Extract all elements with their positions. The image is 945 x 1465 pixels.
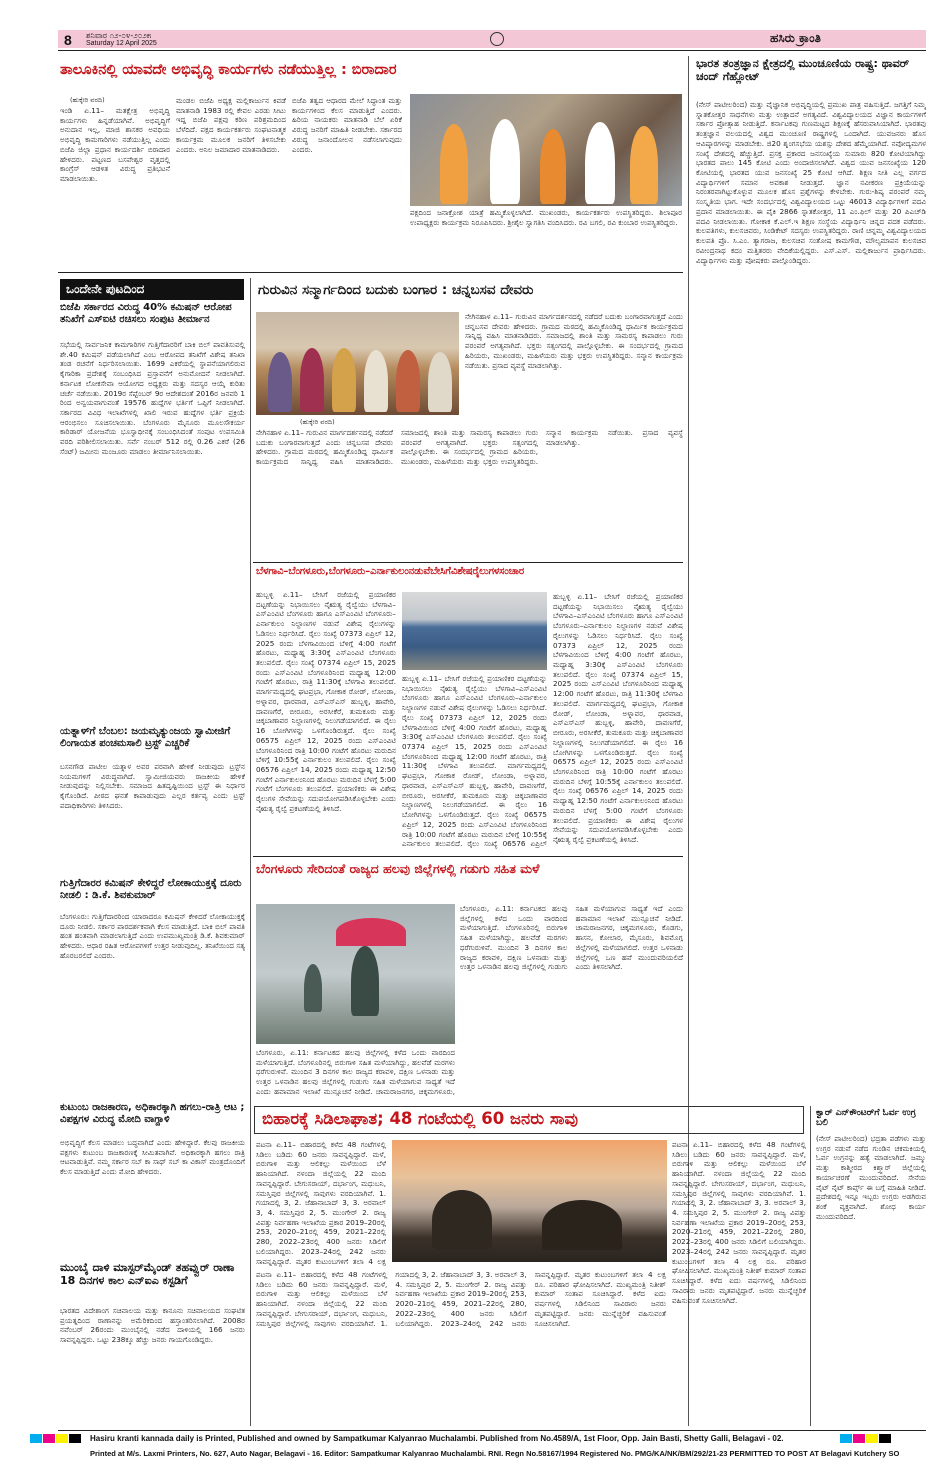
article-body: ಬೆಂಗಳೂರು: ಗುತ್ತಿಗೆದಾರರಿಂದ ಯಾರಾದರೂ ಕಮಿಷನ್ ಕೇಳಿದರೆ ಲೋಕಾಯುಕ್ತಕ್ಕೆ ದೂರು ನೀಡಲಿ. ಸರ್ಕಾರ ಪಾರದರ್ಶಕವಾಗಿ ಕೆಲಸ ಮಾಡುತ್ತಿದೆ. ಬಾಕಿ ಬಿಲ್ ಪಾವತಿ ಹಂತ ಹಂತವಾಗಿ ಮಾಡಲಾಗುತ್ತಿದೆ ಎಂದು ಉಪಮುಖ್ಯಮಂತ್ರಿ ಡಿ.ಕೆ. ಶಿವಕುಮಾರ್ ಹೇಳಿದರು. ಆಧಾರ ರಹಿತ ಆರೋಪಗಳಿಗೆ ಉತ್ತರ ನೀಡುವುದಿಲ್ಲ. ತನಿಖೆಯಿಂದ ಸತ್ಯ ಹೊರಬರಲಿದೆ ಎಂದರು. — [60, 912, 245, 960]
headline-rain-districts: ಬೆಂಗಳೂರು ಸೇರಿದಂತೆ ರಾಜ್ಯದ ಹಲವು ಜಿಲ್ಲೆಗಳಲ್ಲಿ ಗಡುಗು ಸಹಿತ ಮಳೆ — [256, 861, 540, 876]
article-body: ಬಿಜೆಪಿ ತತ್ವದ ಆಧಾರದ ಮೇಲೆ ಸಿದ್ಧಾಂತ ಮತ್ತು ಕಾರ್ಯಗಳಿಂದ ಕೆಲಸ ಮಾಡುತ್ತಿದೆ ಎಂದರು. ಹಿರಿಯ ನಾಯಕರು ಮಾತನಾಡಿ ಬೆಲೆ ಏರಿಕೆ ವಿರುದ್ಧ ಜನರಿಗೆ ಮಾಹಿತಿ ನೀಡಬೇಕು. ಸರ್ಕಾರದ ವಿರುದ್ಧ ಜನಾಂದೋಲನ ನಡೆಸಲಾಗುವುದು ಎಂದರು. — [292, 96, 402, 154]
article-body: ಪಟನಾ ಏ.11– ಬಿಹಾರದಲ್ಲಿ ಕಳೆದ 48 ಗಂಟೆಗಳಲ್ಲಿ ಸಿಡಿಲು ಬಡಿದು 60 ಜನರು ಸಾವನ್ನಪ್ಪಿದ್ದಾರೆ. ಮಳೆ, ಬಿರುಗಾಳಿ ಮತ್ತು ಆಲಿಕಲ್ಲು ಮಳೆಯಿಂದ ಬೆಳೆ ಹಾನಿಯಾಗಿದೆ. ನಳಂದಾ ಜಿಲ್ಲೆಯಲ್ಲಿ 22 ಮಂದಿ ಸಾವನ್ನಪ್ಪಿದ್ದಾರೆ. ಬೇಗುಸರಾಯ್, ದರ್ಭಾಂಗ, ಮಧುಬನಿ, ಸಮಸ್ತಿಪುರ ಜಿಲ್ಲೆಗಳಲ್ಲಿ ಸಾವುಗಳು ವರದಿಯಾಗಿವೆ. 1. ಗಯಾದಲ್ಲಿ 3, 2. ಜೆಹಾನಾಬಾದ್ 3, 3. ಅರವಾಲ್ 3, 4. ಸಮಸ್ತಿಪುರ 2, 5. ಮುಂಗೇರ್ 2. ರಾಜ್ಯ ವಿಪತ್ತು ನಿರ್ವಹಣಾ ಇಲಾಖೆಯ ಪ್ರಕಾರ 2019–20ರಲ್ಲಿ 253, 2020–21ರಲ್ಲಿ 459, 2021–22ರಲ್ಲಿ 280, 2022–23ರಲ್ಲಿ 400 ಜನರು ಸಿಡಿಲಿಗೆ ಬಲಿಯಾಗಿದ್ದರು. 2023–24ರಲ್ಲಿ 242 ಜನರು ಸಾವನ್ನಪ್ಪಿದ್ದಾರೆ. ಮೃತರ ಕುಟುಂಬಗಳಿಗೆ ತಲಾ 4 ಲಕ್ಷ ರೂ. ಪರಿಹಾರ ಘೋಷಿಸಲಾಗಿದೆ. ಮುಖ್ಯಮಂತ್ರಿ ನಿತೀಶ್ ಕುಮಾರ್ ಸಂತಾಪ ಸೂಚಿಸಿದ್ದಾರೆ. ಕಳೆದ ಐದು ವರ್ಷಗಳಲ್ಲಿ ಸಿಡಿಲಿನಿಂದ ಸಾವಿರಾರು ಜನರು ಮೃತಪಟ್ಟಿದ್ದಾರೆ. ಜನರು ಮುನ್ನೆಚ್ಚರಿಕೆ ವಹಿಸುವಂತೆ ಸೂಚಿಸಲಾಗಿದೆ. — [672, 1140, 806, 1305]
article-body: ಪಟನಾ ಏ.11– ಬಿಹಾರದಲ್ಲಿ ಕಳೆದ 48 ಗಂಟೆಗಳಲ್ಲಿ ಸಿಡಿಲು ಬಡಿದು 60 ಜನರು ಸಾವನ್ನಪ್ಪಿದ್ದಾರೆ. ಮಳೆ, ಬಿರುಗಾಳಿ ಮತ್ತು ಆಲಿಕಲ್ಲು ಮಳೆಯಿಂದ ಬೆಳೆ ಹಾನಿಯಾಗಿದೆ. ನಳಂದಾ ಜಿಲ್ಲೆಯಲ್ಲಿ 22 ಮಂದಿ ಸಾವನ್ನಪ್ಪಿದ್ದಾರೆ. ಬೇಗುಸರಾಯ್, ದರ್ಭಾಂಗ, ಮಧುಬನಿ, ಸಮಸ್ತಿಪುರ ಜಿಲ್ಲೆಗಳಲ್ಲಿ ಸಾವುಗಳು ವರದಿಯಾಗಿವೆ. 1. ಗಯಾದಲ್ಲಿ 3, 2. ಜೆಹಾನಾಬಾದ್ 3, 3. ಅರವಾಲ್ 3, 4. ಸಮಸ್ತಿಪುರ 2, 5. ಮುಂಗೇರ್ 2. ರಾಜ್ಯ ವಿಪತ್ತು ನಿರ್ವಹಣಾ ಇಲಾಖೆಯ ಪ್ರಕಾರ 2019–20ರಲ್ಲಿ 253, 2020–21ರಲ್ಲಿ 459, 2021–22ರಲ್ಲಿ 280, 2022–23ರಲ್ಲಿ 400 ಜನರು ಸಿಡಿಲಿಗೆ ಬಲಿಯಾಗಿದ್ದರು. 2023–24ರಲ್ಲಿ 242 ಜನರು ಸಾವನ್ನಪ್ಪಿದ್ದಾರೆ. ಮೃತರ ಕುಟುಂಬಗಳಿಗೆ ತಲಾ 4 ಲಕ್ಷ ರೂ. ಪರಿಹಾರ ಘೋಷಿಸಲಾಗಿದೆ. ಮುಖ್ಯಮಂತ್ರಿ ನಿತೀಶ್ ಕುಮಾರ್ ಸಂತಾಪ ಸೂಚಿಸಿದ್ದಾರೆ. ಕಳೆದ ಐದು ವರ್ಷಗಳಲ್ಲಿ ಸಿಡಿಲಿನಿಂದ ಸಾವಿರಾರು ಜನರು ಮೃತಪಟ್ಟಿದ್ದಾರೆ. ಜನರು ಮುನ್ನೆಚ್ಚರಿಕೆ ವಹಿಸುವಂತೆ ಸೂಚಿಸಲಾಗಿದೆ. — [256, 1270, 666, 1328]
section-rule — [58, 272, 683, 273]
article-body: ಮಂಡಲ ಬಿಜೆಪಿ ಅಧ್ಯಕ್ಷ ಮಲ್ಲಿಕಾರ್ಜುನ ಕಿವಡೆ ಮಾತನಾಡಿ 1983 ರಲ್ಲಿ ಕೇವಲ ಎರಡು ಸೀಟು ಇದ್ದ ಬಿಜೆಪಿ ಪಕ್ಷವು ಕಠಿಣ ಪರಿಶ್ರಮದಿಂದ ಬೆಳೆದಿದೆ. ಪಕ್ಷದ ಕಾರ್ಯಕರ್ತರು ಸಂಘಟನಾತ್ಮಕ ಕಾರ್ಯಕ್ರಮ ಮೂಲಕ ಜನರಿಗೆ ತಿಳಿಸಬೇಕು ಎಂದರು. ಅನಿಲ ಜಮಾದಾರ ಮಾತನಾಡಿದರು. — [176, 96, 286, 154]
photo-ceremony — [256, 312, 459, 415]
article-body: ಹುಬ್ಬಳ್ಳಿ ಏ.11– ಬೇಸಿಗೆ ರಜೆಯಲ್ಲಿ ಪ್ರಯಾಣಿಕರ ದಟ್ಟಣೆಯನ್ನು ನಿಭಾಯಿಸಲು ನೈಋತ್ಯ ರೈಲ್ವೆಯು ಬೆಳಗಾವಿ–ಎಸ್ಎಂವಿಟಿ ಬೆಂಗಳೂರು ಹಾಗೂ ಎಸ್ಎಂವಿಟಿ ಬೆಂಗಳೂರು–ಎರ್ನಾಕುಲಂ ನಿಲ್ದಾಣಗಳ ನಡುವೆ ವಿಶೇಷ ರೈಲುಗಳನ್ನು ಓಡಿಸಲು ನಿರ್ಧರಿಸಿದೆ. ರೈಲು ಸಂಖ್ಯೆ 07373 ಏಪ್ರಿಲ್ 12, 2025 ರಂದು ಬೆಳಗಾವಿಯಿಂದ ಬೆಳಿಗ್ಗೆ 4:00 ಗಂಟೆಗೆ ಹೊರಟು, ಮಧ್ಯಾಹ್ನ 3:30ಕ್ಕೆ ಎಸ್ಎಂವಿಟಿ ಬೆಂಗಳೂರು ತಲುಪಲಿದೆ. ರೈಲು ಸಂಖ್ಯೆ 07374 ಏಪ್ರಿಲ್ 15, 2025 ರಂದು ಎಸ್ಎಂವಿಟಿ ಬೆಂಗಳೂರಿನಿಂದ ಮಧ್ಯಾಹ್ನ 12:00 ಗಂಟೆಗೆ ಹೊರಟು, ರಾತ್ರಿ 11:30ಕ್ಕೆ ಬೆಳಗಾವಿ ತಲುಪಲಿದೆ. ಮಾರ್ಗಮಧ್ಯದಲ್ಲಿ ಘಟಪ್ರಭಾ, ಗೋಕಾಕ ರೋಡ್, ಲೋಂಡಾ, ಅಳ್ನಾವರ, ಧಾರವಾಡ, ಎಸ್ಎಸ್ಎಸ್ ಹುಬ್ಬಳ್ಳಿ, ಹಾವೇರಿ, ದಾವಣಗೆರೆ, ಬೀರೂರು, ಅರಸೀಕೆರೆ, ತುಮಕೂರು ಮತ್ತು ಚಿಕ್ಕಬಾಣಾವರ ನಿಲ್ದಾಣಗಳಲ್ಲಿ ನಿಲುಗಡೆಯಾಗಲಿದೆ. ಈ ರೈಲು 16 ಬೋಗಿಗಳನ್ನು ಒಳಗೊಂಡಿರುತ್ತದೆ. ರೈಲು ಸಂಖ್ಯೆ 06575 ಏಪ್ರಿಲ್ 12, 2025 ರಂದು ಎಸ್ಎಂವಿಟಿ ಬೆಂಗಳೂರಿನಿಂದ ರಾತ್ರಿ 10:00 ಗಂಟೆಗೆ ಹೊರಟು ಮರುದಿನ ಬೆಳಿಗ್ಗೆ 10:55ಕ್ಕೆ ಎರ್ನಾಕುಲಂ ತಲುಪಲಿದೆ. ರೈಲು ಸಂಖ್ಯೆ 06576 ಏಪ್ರಿಲ್ 14, 2025 ರಂದು ಮಧ್ಯಾಹ್ನ 12:50 ಗಂಟೆಗೆ ಎರ್ನಾಕುಲಂನಿಂದ ಹೊರಟು ಮರುದಿನ ಬೆಳಗ್ಗೆ 5:00 ಗಂಟೆಗೆ ಬೆಂಗಳೂರು ತಲುಪಲಿದೆ. ಪ್ರಯಾಣಿಕರು ಈ ವಿಶೇಷ ರೈಲುಗಳ ಸೇವೆಯನ್ನು ಸದುಪಯೋಗಪಡಿಸಿಕೊಳ್ಳಬೇಕು ಎಂದು ನೈಋತ್ಯ ರೈಲ್ವೆ ಪ್ರಕಟಣೆಯಲ್ಲಿ ತಿಳಿಸಿದೆ. — [256, 590, 396, 813]
article-body: ಭಾರತದ ವಿದೇಶಾಂಗ ಸಚಿವಾಲಯ ಮತ್ತು ಕಾನೂನು ಸಚಿವಾಲಯದ ಸಂಘಟಿತ ಪ್ರಯತ್ನದಿಂದ ರಾಣಾನನ್ನು ಅಮೆರಿಕದಿಂದ ಹಸ್ತಾಂತರಿಸಲಾಗಿದೆ. 2008ರ ನವೆಂಬರ್ 26ರಂದು ಮುಂಬೈನಲ್ಲಿ ನಡೆದ ದಾಳಿಯಲ್ಲಿ 166 ಜನರು ಸಾವನ್ನಪ್ಪಿದ್ದರು. ಒಟ್ಟು 238ಕ್ಕೂ ಹೆಚ್ಚು ಜನರು ಗಾಯಗೊಂಡಿದ್ದರು. — [60, 1306, 245, 1345]
masthead: ಹಸಿರು ಕ್ರಾಂತಿ — [770, 31, 821, 45]
article-body: (ನೇಸ್ ಪಾಟೀಲರಿಂದ) ಭದ್ರತಾ ಪಡೆಗಳು ಮತ್ತು ಉಗ್ರರ ನಡುವೆ ನಡೆದ ಗುಂಡಿನ ಚಕಮಕಿಯಲ್ಲಿ ಓರ್ವ ಉಗ್ರನನ್ನು ಹತ್ಯೆ ಮಾಡಲಾಗಿದೆ. ಜಮ್ಮು ಮತ್ತು ಕಾಶ್ಮೀರದ ಕಿಶ್ತ್ವಾರ್ ಜಿಲ್ಲೆಯಲ್ಲಿ ಕಾರ್ಯಾಚರಣೆ ಮುಂದುವರಿದಿದೆ. ಸೇನೆಯ ವೈಟ್ ನೈಟ್ ಕಾರ್ಪ್ಸ್ ಈ ಬಗ್ಗೆ ಮಾಹಿತಿ ನೀಡಿದೆ. ಪ್ರದೇಶದಲ್ಲಿ ಇನ್ನೂ ಇಬ್ಬರು ಉಗ್ರರು ಅಡಗಿರುವ ಶಂಕೆ ವ್ಯಕ್ತವಾಗಿದೆ. ಶೋಧ ಕಾರ್ಯ ಮುಂದುವರಿದಿದೆ. — [816, 1134, 926, 1221]
photo-rain — [256, 904, 455, 1044]
photo-train — [402, 592, 547, 670]
article-body: ಬಸನಗೌಡ ಪಾಟೀಲ ಯತ್ನಾಳ ಅವರ ಪರವಾಗಿ ಹೇಳಿಕೆ ನೀಡುವುದು ಟ್ರಸ್ಟ್‌ನ ನಿಯಮಗಳಿಗೆ ವಿರುದ್ಧವಾಗಿದೆ. ಸ್ವಾಮೀಜಿಯವರು ರಾಜಕೀಯ ಹೇಳಿಕೆ ನೀಡುವುದನ್ನು ನಿಲ್ಲಿಸಬೇಕು. ಸಮಾಜದ ಹಿತದೃಷ್ಟಿಯಿಂದ ಟ್ರಸ್ಟ್ ಈ ನಿರ್ಧಾರ ಕೈಗೊಂಡಿದೆ. ಪೀಠದ ಘನತೆ ಕಾಪಾಡುವುದು ಎಲ್ಲರ ಕರ್ತವ್ಯ ಎಂದು ಟ್ರಸ್ಟ್ ಪದಾಧಿಕಾರಿಗಳು ತಿಳಿಸಿದರು. — [60, 762, 245, 810]
article-body: ಅಭಿವೃದ್ಧಿಗೆ ಕೆಲಸ ಮಾಡಲು ಬದ್ಧವಾಗಿದೆ ಎಂದು ಹೇಳಿದ್ದಾರೆ. ಕೆಲವು ರಾಜಕೀಯ ಪಕ್ಷಗಳು ಕುಟುಂಬ ರಾಜಕಾರಣಕ್ಕೆ ಸೀಮಿತವಾಗಿವೆ. ಅಧಿಕಾರಕ್ಕಾಗಿ ಹಗಲು ರಾತ್ರಿ ಆಟವಾಡುತ್ತಿವೆ. ನಮ್ಮ ಸರ್ಕಾರ ಸಬ್ ಕಾ ಸಾಥ್ ಸಬ್ ಕಾ ವಿಕಾಸ್ ಮಂತ್ರದೊಂದಿಗೆ ಕೆಲಸ ಮಾಡುತ್ತಿದೆ ಎಂದು ಮೋದಿ ಹೇಳಿದರು. — [60, 1138, 245, 1177]
footer-printer: Printed at M/s. Laxmi Printers, No. 627, Auto Nagar, Belagavi - 16. Editor: Sampatkumar Kalyanrao Muchalambi. RNI. Regn No.58167/1994 Registered No. PMG/KA/NK/BM/292/21-23 PERMITTED TO POST AT Belagavi Kutchery SO — [90, 1449, 900, 1458]
article-body: ಪಕ್ಷದಿಂದ ಜನಾಕ್ರೋಶ ಯಾತ್ರೆ ಹಮ್ಮಿಕೊಳ್ಳಲಾಗಿದೆ. ಮುಖಂಡರು, ಕಾರ್ಯಕರ್ತರು ಉಪಸ್ಥಿತರಿದ್ದರು. ಶಿಲಾಪೂರ ಉಪಾಧ್ಯಕ್ಷರು ಕಾರ್ಯಕ್ರಮ ನಿರೂಪಿಸಿದರು. ಶ್ರೀಶೈಲ ಸ್ವಾಗತಿಸಿ ವಂದಿಸಿದರು. ರವಿ ಬಗಲಿ, ರವಿ ಕುಂಬಾರ ಉಪಸ್ಥಿತರಿದ್ದರು. — [410, 208, 682, 227]
headline-panchamasali-trust: ಯತ್ನಾಳ್‌ಗೆ ಬೆಂಬಲ: ಜಯಮೃತ್ಯುಂಜಯ ಸ್ವಾಮೀಜಿಗೆ ಲಿಂಗಾಯತ ಪಂಚಮಸಾಲಿ ಟ್ರಸ್ಟ್ ಎಚ್ಚರಿಕೆ — [60, 726, 231, 749]
header-rule — [58, 50, 926, 51]
dateline: (ಹುಕ್ಕೇರಿ ವರದಿ) — [70, 96, 105, 104]
section-rule — [253, 562, 683, 563]
headline-india-tech-leader: ಭಾರತ ತಂತ್ರಜ್ಞಾನ ಕ್ಷೇತ್ರದಲ್ಲಿ ಮುಂಚೂಣಿಯ ರಾಷ್ಟ್ರ: ಥಾವರ್ ಚಂದ್ ಗೆಹ್ಲೋಟ್ — [696, 57, 910, 83]
color-swatches-icon — [840, 1428, 892, 1447]
headline-taluk-development: ತಾಲೂಕಿನಲ್ಲಿ ಯಾವದೇ ಅಭಿವೃದ್ಧಿ ಕಾರ್ಯಗಳು ನಡೆಯುತ್ತಿಲ್ಲ : ಬಿರಾದಾರ — [60, 62, 397, 78]
footer-rule — [58, 1430, 926, 1431]
photo-protest-rally — [410, 94, 682, 206]
headline-bihar-lightning: ಬಿಹಾರಕ್ಕೆ ಸಿಡಿಲಾಘಾತ; 48 ಗಂಟೆಯಲ್ಲಿ 60 ಜನರು ಸಾವು — [262, 1109, 578, 1128]
article-body: ಬೆಂಗಳೂರು, ಏ.11: ಕರ್ನಾಟಕದ ಹಲವು ಜಿಲ್ಲೆಗಳಲ್ಲಿ ಕಳೆದ ಒಂದು ವಾರದಿಂದ ಮಳೆಯಾಗುತ್ತಿದೆ. ಬೆಂಗಳೂರಿನಲ್ಲಿ ಬಿರುಗಾಳಿ ಸಹಿತ ಮಳೆಯಾಗಿದ್ದು, ಹಲವೆಡೆ ಮರಗಳು ಧರೆಗುರುಳಿವೆ. ಮುಂದಿನ 3 ದಿನಗಳ ಕಾಲ ರಾಜ್ಯದ ಕರಾವಳಿ, ದಕ್ಷಿಣ ಒಳನಾಡು ಮತ್ತು ಉತ್ತರ ಒಳನಾಡಿನ ಹಲವು ಜಿಲ್ಲೆಗಳಲ್ಲಿ ಗುಡುಗು ಸಹಿತ ಮಳೆಯಾಗುವ ಸಾಧ್ಯತೆ ಇದೆ ಎಂದು ಹವಾಮಾನ ಇಲಾಖೆ ಮುನ್ಸೂಚನೆ ನೀಡಿದೆ. ಚಾಮರಾಜನಗರ, ಚಿಕ್ಕಮಗಳೂರು, ಕೊಡಗು, ಹಾಸನ, ಕೋಲಾರ, ಮೈಸೂರು, ಶಿವಮೊಗ್ಗ ಜಿಲ್ಲೆಗಳಲ್ಲಿ ಮಳೆಯಾಗಲಿದೆ. ಉತ್ತರ ಒಳನಾಡು ಜಿಲ್ಲೆಗಳಲ್ಲಿ ಒಣ ಹವೆ ಮುಂದುವರಿಯಲಿದೆ ಎಂದು ತಿಳಿಸಲಾಗಿದೆ. — [460, 904, 683, 972]
photo-bihar-sky — [392, 1140, 667, 1262]
article-body: ನೇಗಿನಹಾಳ ಏ.11– ಗುರುವಿನ ಮಾರ್ಗದರ್ಶನದಲ್ಲಿ ನಡೆದರೆ ಬದುಕು ಬಂಗಾರವಾಗುತ್ತದೆ ಎಂದು ಚನ್ನಬಸವ ದೇವರು ಹೇಳಿದರು. ಗ್ರಾಮದ ಮಠದಲ್ಲಿ ಹಮ್ಮಿಕೊಂಡಿದ್ದ ಧಾರ್ಮಿಕ ಕಾರ್ಯಕ್ರಮದ ಸಾನ್ನಿಧ್ಯ ವಹಿಸಿ ಮಾತನಾಡಿದರು. ಸಮಾಜದಲ್ಲಿ ಶಾಂತಿ ಮತ್ತು ಸಾಮರಸ್ಯ ಕಾಪಾಡಲು ಗುರು ಪರಂಪರೆ ಅಗತ್ಯವಾಗಿದೆ. ಭಕ್ತರು ಸತ್ಸಂಗದಲ್ಲಿ ಪಾಲ್ಗೊಳ್ಳಬೇಕು. ಈ ಸಂದರ್ಭದಲ್ಲಿ ಗ್ರಾಮದ ಹಿರಿಯರು, ಮುಖಂಡರು, ಮಹಿಳೆಯರು ಮತ್ತು ಭಕ್ತರು ಉಪಸ್ಥಿತರಿದ್ದರು. ಸನ್ಮಾನ ಕಾರ್ಯಕ್ರಮ ನಡೆಯಿತು. ಪ್ರಸಾದ ವ್ಯವಸ್ಥೆ ಮಾಡಲಾಗಿತ್ತು. — [465, 312, 683, 370]
date-english: Saturday 12 April 2025 — [86, 40, 157, 47]
article-body: ಹುಬ್ಬಳ್ಳಿ ಏ.11– ಬೇಸಿಗೆ ರಜೆಯಲ್ಲಿ ಪ್ರಯಾಣಿಕರ ದಟ್ಟಣೆಯನ್ನು ನಿಭಾಯಿಸಲು ನೈಋತ್ಯ ರೈಲ್ವೆಯು ಬೆಳಗಾವಿ–ಎಸ್ಎಂವಿಟಿ ಬೆಂಗಳೂರು ಹಾಗೂ ಎಸ್ಎಂವಿಟಿ ಬೆಂಗಳೂರು–ಎರ್ನಾಕುಲಂ ನಿಲ್ದಾಣಗಳ ನಡುವೆ ವಿಶೇಷ ರೈಲುಗಳನ್ನು ಓಡಿಸಲು ನಿರ್ಧರಿಸಿದೆ. ರೈಲು ಸಂಖ್ಯೆ 07373 ಏಪ್ರಿಲ್ 12, 2025 ರಂದು ಬೆಳಗಾವಿಯಿಂದ ಬೆಳಿಗ್ಗೆ 4:00 ಗಂಟೆಗೆ ಹೊರಟು, ಮಧ್ಯಾಹ್ನ 3:30ಕ್ಕೆ ಎಸ್ಎಂವಿಟಿ ಬೆಂಗಳೂರು ತಲುಪಲಿದೆ. ರೈಲು ಸಂಖ್ಯೆ 07374 ಏಪ್ರಿಲ್ 15, 2025 ರಂದು ಎಸ್ಎಂವಿಟಿ ಬೆಂಗಳೂರಿನಿಂದ ಮಧ್ಯಾಹ್ನ 12:00 ಗಂಟೆಗೆ ಹೊರಟು, ರಾತ್ರಿ 11:30ಕ್ಕೆ ಬೆಳಗಾವಿ ತಲುಪಲಿದೆ. ಮಾರ್ಗಮಧ್ಯದಲ್ಲಿ ಘಟಪ್ರಭಾ, ಗೋಕಾಕ ರೋಡ್, ಲೋಂಡಾ, ಅಳ್ನಾವರ, ಧಾರವಾಡ, ಎಸ್ಎಸ್ಎಸ್ ಹುಬ್ಬಳ್ಳಿ, ಹಾವೇರಿ, ದಾವಣಗೆರೆ, ಬೀರೂರು, ಅರಸೀಕೆರೆ, ತುಮಕೂರು ಮತ್ತು ಚಿಕ್ಕಬಾಣಾವರ ನಿಲ್ದಾಣಗಳಲ್ಲಿ ನಿಲುಗಡೆಯಾಗಲಿದೆ. ಈ ರೈಲು 16 ಬೋಗಿಗಳನ್ನು ಒಳಗೊಂಡಿರುತ್ತದೆ. ರೈಲು ಸಂಖ್ಯೆ 06575 ಏಪ್ರಿಲ್ 12, 2025 ರಂದು ಎಸ್ಎಂವಿಟಿ ಬೆಂಗಳೂರಿನಿಂದ ರಾತ್ರಿ 10:00 ಗಂಟೆಗೆ ಹೊರಟು ಮರುದಿನ ಬೆಳಿಗ್ಗೆ 10:55ಕ್ಕೆ ಎರ್ನಾಕುಲಂ ತಲುಪಲಿದೆ. ರೈಲು ಸಂಖ್ಯೆ 06576 ಏಪ್ರಿಲ್ — [402, 674, 547, 849]
headline-modi-attack: ಕುಟುಂಬ ರಾಜಕಾರಣ, ಅಧಿಕಾರಕ್ಕಾಗಿ ಹಗಲು-ರಾತ್ರಿ ಆಟ ; ವಿಪಕ್ಷಗಳ ವಿರುದ್ಧ ಮೋದಿ ವಾಗ್ದಾಳಿ — [60, 1102, 245, 1125]
article-body: ಸಭೆಯಲ್ಲಿ ಸಾರ್ವಜನಿಕ ಕಾಮಗಾರಿಗಳ ಗುತ್ತಿಗೆದಾರರಿಗೆ ಬಾಕಿ ಬಿಲ್ ಪಾವತಿಸುವಲ್ಲಿ ಶೇ.40 ಕಮಿಷನ್ ಪಡೆಯಲಾಗಿದೆ ಎಂಬ ಆರೋಪದ ತನಿಖೆಗೆ ವಿಶೇಷ ತನಿಖಾ ತಂಡ ರಚನೆಗೆ ನಿರ್ಧರಿಸಲಾಯಿತು. 1699 ಎಕರೆಯಲ್ಲಿ ಸ್ಥಾಪನೆಯಾಗಲಿರುವ ಕೈಗಾರಿಕಾ ಪ್ರದೇಶಕ್ಕೆ ಸಂಬಂಧಿಸಿದ ಪ್ರಸ್ತಾವನೆಗೆ ಅನುಮೋದನೆ ನೀಡಲಾಗಿದೆ. ಕರ್ನಾಟಕ ಲೋಕಸೇವಾ ಆಯೋಗದ ಅಧ್ಯಕ್ಷರು ಮತ್ತು ಸದಸ್ಯರ ಆಯ್ಕೆ ಕುರಿತು ಚರ್ಚೆ ನಡೆಯಿತು. 2019ರ ಸೆಪ್ಟೆಂಬರ್ 9ರ ಆದೇಶದಂತೆ 2016ರ ಜನವರಿ 1 ರಿಂದ ಅನ್ವಯವಾಗುವಂತೆ 19576 ಹುದ್ದೆಗಳ ಭರ್ತಿಗೆ ಒಪ್ಪಿಗೆ ನೀಡಲಾಗಿದೆ. ಸರ್ಕಾರದ ವಿವಿಧ ಇಲಾಖೆಗಳಲ್ಲಿ ಖಾಲಿ ಇರುವ ಹುದ್ದೆಗಳ ಭರ್ತಿ ಪ್ರಕ್ರಿಯೆ ಆರಂಭಿಸಲು ಸೂಚಿಸಲಾಯಿತು. ಬೆಂಗಳೂರು ಮೈಸೂರು ಮೂಲಸೌಕರ್ಯ ಕಾರಿಡಾರ್ ಯೋಜನೆಯ ಭೂಸ್ವಾಧೀನಕ್ಕೆ ಸಂಬಂಧಿಸಿದಂತೆ ಸಂಪುಟ ಉಪಸಮಿತಿ ವರದಿ ಪರಿಶೀಲಿಸಲಾಯಿತು. ಸರ್ವೆ ನಂಬರ್ 512 ರಲ್ಲಿ 0.26 ಎಕರೆ (26 ಸೆಂಟ್) ಜಮೀನು ಮಂಜೂರು ಮಾಡಲು ತೀರ್ಮಾನಿಸಲಾಯಿತು. — [60, 340, 245, 456]
photo-caption: (ಹುಕ್ಕೇರಿ ವರದಿ) — [300, 418, 335, 426]
headline-dk-shivakumar: ಗುತ್ತಿಗೆದಾರರ ಕಮಿಷನ್ ಕೇಳಿದ್ದರೆ ಲೋಕಾಯುಕ್ತಕ್ಕೆ ದೂರು ನೀಡಲಿ : ಡಿ.ಕೆ. ಶಿವಕುಮಾರ್ — [60, 878, 242, 901]
article-body: ನೇಗಿನಹಾಳ ಏ.11– ಗುರುವಿನ ಮಾರ್ಗದರ್ಶನದಲ್ಲಿ ನಡೆದರೆ ಬದುಕು ಬಂಗಾರವಾಗುತ್ತದೆ ಎಂದು ಚನ್ನಬಸವ ದೇವರು ಹೇಳಿದರು. ಗ್ರಾಮದ ಮಠದಲ್ಲಿ ಹಮ್ಮಿಕೊಂಡಿದ್ದ ಧಾರ್ಮಿಕ ಕಾರ್ಯಕ್ರಮದ ಸಾನ್ನಿಧ್ಯ ವಹಿಸಿ ಮಾತನಾಡಿದರು. ಸಮಾಜದಲ್ಲಿ ಶಾಂತಿ ಮತ್ತು ಸಾಮರಸ್ಯ ಕಾಪಾಡಲು ಗುರು ಪರಂಪರೆ ಅಗತ್ಯವಾಗಿದೆ. ಭಕ್ತರು ಸತ್ಸಂಗದಲ್ಲಿ ಪಾಲ್ಗೊಳ್ಳಬೇಕು. ಈ ಸಂದರ್ಭದಲ್ಲಿ ಗ್ರಾಮದ ಹಿರಿಯರು, ಮುಖಂಡರು, ಮಹಿಳೆಯರು ಮತ್ತು ಭಕ್ತರು ಉಪಸ್ಥಿತರಿದ್ದರು. ಸನ್ಮಾನ ಕಾರ್ಯಕ್ರಮ ನಡೆಯಿತು. ಪ್ರಸಾದ ವ್ಯವಸ್ಥೆ ಮಾಡಲಾಗಿತ್ತು. — [256, 428, 683, 467]
column-divider — [250, 278, 251, 1426]
column-divider — [810, 1106, 811, 1426]
headline-encounter: ಕ್ವಾರ್ ಎನ್‌ಕೌಂಟರ್‌ಗೆ ಓರ್ವ ಉಗ್ರ ಬಲಿ — [816, 1108, 916, 1129]
headline-tahawwur-rana: ಮುಂಬೈ ದಾಳಿ ಮಾಸ್ಟರ್‌ಮೈಂಡ್ ತಹವ್ವುರ್ ರಾಣಾ 18 ದಿನಗಳ ಕಾಲ ಎನ್‌ಐಎ ಕಸ್ಟಡಿಗೆ — [60, 1261, 235, 1287]
headline-summer-special-trains: ಬೆಳಗಾವಿ–ಬೆಂಗಳೂರು,ಬೆಂಗಳೂರು–ಎರ್ನಾಕುಲಂನಡುವೆಬೇಸಿಗೆವಿಶೇಷರೈಲುಗಳಸಂಚಾರ — [256, 566, 525, 577]
date-kannada: ಶನಿವಾರ ೧೨-೦೪-೨೦೨೫ — [86, 31, 152, 40]
article-body: (ನೇಸ್ ಪಾಟೀಲರಿಂದ) ಮತ್ತು ವೈಜ್ಞಾನಿಕ ಅಭಿವೃದ್ಧಿಯಲ್ಲಿ ಪ್ರಮುಖ ಪಾತ್ರ ವಹಿಸುತ್ತಿದೆ. ಜಗತ್ತಿಗೆ ನಿಮ್ಮ ಸ್ನಾತಕೋತ್ತರ ಸಾಧನೆಗಳು ಮತ್ತು ಉತ್ಪಾದನೆ ಅಗತ್ಯವಿದೆ. ವಿಶ್ವವಿದ್ಯಾಲಯದ ವಿಜ್ಞಾನ ಕಾರ್ಯಗಳಿಗೆ ಸರ್ಕಾರ ಪ್ರೋತ್ಸಾಹ ನೀಡುತ್ತಿದೆ. ಕರ್ನಾಟಕವು ಗುಣಮಟ್ಟದ ಶಿಕ್ಷಣಕ್ಕೆ ಹೆಸರುವಾಸಿಯಾಗಿದೆ. ಭಾರತವು ತಂತ್ರಜ್ಞಾನ ವಲಯದಲ್ಲಿ ವಿಶ್ವದ ಮುಂಚೂಣಿ ರಾಷ್ಟ್ರಗಳಲ್ಲಿ ಒಂದಾಗಿದೆ. ಯುವಜನರು ಹೊಸ ಆವಿಷ್ಕಾರಗಳನ್ನು ಮಾಡಬೇಕು. ಜಿ20 ಶೃಂಗಸಭೆಯ ಯಶಸ್ಸು ದೇಶದ ಹೆಮ್ಮೆಯಾಗಿದೆ. ನವೋದ್ಯಮಗಳ ಸಂಖ್ಯೆ ದೇಶದಲ್ಲಿ ಹೆಚ್ಚುತ್ತಿದೆ. ಪ್ರಸಕ್ತ ಪ್ರಕಾರದ ಜನಸಂಖ್ಯೆಯ ಸುಮಾರು 820 ಕೋಟಿಯಾಗಿದ್ದು ಭಾರತದ ಪಾಲು 145 ಕೋಟಿ ಎಂದು ಅಂದಾಜಿಸಲಾಗಿದೆ. ವಿಶ್ವದ ಯುವ ಜನಸಂಖ್ಯೆಯ 120 ಕೋಟಿಯಲ್ಲಿ ಭಾರತದ ಯುವ ಜನಸಂಖ್ಯೆ 25 ಕೋಟಿ ಆಗಿದೆ. ಶಿಕ್ಷಣ ನೀತಿ ಎಲ್ಲ ವರ್ಗದ ವಿದ್ಯಾರ್ಥಿಗಳಿಗೆ ಸಮಾನ ಅವಕಾಶ ನೀಡುತ್ತದೆ. ಜ್ಞಾನ ನವೀಕರಣ ಪ್ರಕ್ರಿಯೆಯನ್ನು ನಿರಂತರವಾಗಿಟ್ಟುಕೊಳ್ಳುವ ಮೂಲಕ ಹೊಸ ಪ್ರಶ್ನೆಗಳನ್ನು ಕೇಳಬೇಕು. ಗುರು-ಶಿಷ್ಯ ಪರಂಪರೆ ನಮ್ಮ ಸಂಸ್ಕೃತಿಯ ಭಾಗ. ಇದೇ ಸಂದರ್ಭದಲ್ಲಿ ವಿಶ್ವವಿದ್ಯಾಲಯದ ಒಟ್ಟು 46013 ವಿದ್ಯಾರ್ಥಿಗಳಿಗೆ ಪದವಿ ಪ್ರದಾನ ಮಾಡಲಾಯಿತು. ಈ ಪೈಕಿ 2866 ಸ್ನಾತಕೋತ್ತರ, 11 ಎಂ.ಫಿಲ್ ಮತ್ತು 20 ಪಿಎಚ್‌ಡಿ ಪದವಿ ನೀಡಲಾಯಿತು. ಗೋಕಾಕ ಕೆ.ಎಲ್.ಇ ಶಿಕ್ಷಣ ಸಂಸ್ಥೆಯ ವಿದ್ಯಾರ್ಥಿನಿ ಚಿನ್ನದ ಪದಕ ಪಡೆದರು. ಕುಲಪತಿಗಳು, ಕುಲಸಚಿವರು, ಸಿಂಡಿಕೇಟ್ ಸದಸ್ಯರು ಉಪಸ್ಥಿತರಿದ್ದರು. ರಾಣಿ ಚನ್ನಮ್ಮ ವಿಶ್ವವಿದ್ಯಾಲಯದ ಕುಲಪತಿ ಪ್ರೊ. ಸಿ.ಎಂ. ತ್ಯಾಗರಾಜ, ಕುಲಸಚಿವ ಸಂತೋಷ ಕಾಮಗೌಡ, ಮೌಲ್ಯಮಾಪನ ಕುಲಸಚಿವ ರವೀಂದ್ರನಾಥ ಕದಂ ಮತ್ತಿತರರು ವೇದಿಕೆಯಲ್ಲಿದ್ದರು. ಎಸ್.ಎಸ್. ಮಲ್ಲಿಕಾರ್ಜುನ ಪ್ರಾರ್ಥಿಸಿದರು. ವಿದ್ಯಾರ್ಥಿಗಳು ಮತ್ತು ಪೋಷಕರು ಪಾಲ್ಗೊಂಡಿದ್ದರು. — [696, 100, 926, 265]
article-body: ಬೆಂಗಳೂರು, ಏ.11: ಕರ್ನಾಟಕದ ಹಲವು ಜಿಲ್ಲೆಗಳಲ್ಲಿ ಕಳೆದ ಒಂದು ವಾರದಿಂದ ಮಳೆಯಾಗುತ್ತಿದೆ. ಬೆಂಗಳೂರಿನಲ್ಲಿ ಬಿರುಗಾಳಿ ಸಹಿತ ಮಳೆಯಾಗಿದ್ದು, ಹಲವೆಡೆ ಮರಗಳು ಧರೆಗುರುಳಿವೆ. ಮುಂದಿನ 3 ದಿನಗಳ ಕಾಲ ರಾಜ್ಯದ ಕರಾವಳಿ, ದಕ್ಷಿಣ ಒಳನಾಡು ಮತ್ತು ಉತ್ತರ ಒಳನಾಡಿನ ಹಲವು ಜಿಲ್ಲೆಗಳಲ್ಲಿ ಗುಡುಗು ಸಹಿತ ಮಳೆಯಾಗುವ ಸಾಧ್ಯತೆ ಇದೆ ಎಂದು ಹವಾಮಾನ ಇಲಾಖೆ ಮುನ್ಸೂಚನೆ ನೀಡಿದೆ. ಚಾಮರಾಜನಗರ, ಚಿಕ್ಕಮಗಳೂರು, — [256, 1048, 455, 1096]
article-body: ಹುಬ್ಬಳ್ಳಿ ಏ.11– ಬೇಸಿಗೆ ರಜೆಯಲ್ಲಿ ಪ್ರಯಾಣಿಕರ ದಟ್ಟಣೆಯನ್ನು ನಿಭಾಯಿಸಲು ನೈಋತ್ಯ ರೈಲ್ವೆಯು ಬೆಳಗಾವಿ–ಎಸ್ಎಂವಿಟಿ ಬೆಂಗಳೂರು ಹಾಗೂ ಎಸ್ಎಂವಿಟಿ ಬೆಂಗಳೂರು–ಎರ್ನಾಕುಲಂ ನಿಲ್ದಾಣಗಳ ನಡುವೆ ವಿಶೇಷ ರೈಲುಗಳನ್ನು ಓಡಿಸಲು ನಿರ್ಧರಿಸಿದೆ. ರೈಲು ಸಂಖ್ಯೆ 07373 ಏಪ್ರಿಲ್ 12, 2025 ರಂದು ಬೆಳಗಾವಿಯಿಂದ ಬೆಳಿಗ್ಗೆ 4:00 ಗಂಟೆಗೆ ಹೊರಟು, ಮಧ್ಯಾಹ್ನ 3:30ಕ್ಕೆ ಎಸ್ಎಂವಿಟಿ ಬೆಂಗಳೂರು ತಲುಪಲಿದೆ. ರೈಲು ಸಂಖ್ಯೆ 07374 ಏಪ್ರಿಲ್ 15, 2025 ರಂದು ಎಸ್ಎಂವಿಟಿ ಬೆಂಗಳೂರಿನಿಂದ ಮಧ್ಯಾಹ್ನ 12:00 ಗಂಟೆಗೆ ಹೊರಟು, ರಾತ್ರಿ 11:30ಕ್ಕೆ ಬೆಳಗಾವಿ ತಲುಪಲಿದೆ. ಮಾರ್ಗಮಧ್ಯದಲ್ಲಿ ಘಟಪ್ರಭಾ, ಗೋಕಾಕ ರೋಡ್, ಲೋಂಡಾ, ಅಳ್ನಾವರ, ಧಾರವಾಡ, ಎಸ್ಎಸ್ಎಸ್ ಹುಬ್ಬಳ್ಳಿ, ಹಾವೇರಿ, ದಾವಣಗೆರೆ, ಬೀರೂರು, ಅರಸೀಕೆರೆ, ತುಮಕೂರು ಮತ್ತು ಚಿಕ್ಕಬಾಣಾವರ ನಿಲ್ದಾಣಗಳಲ್ಲಿ ನಿಲುಗಡೆಯಾಗಲಿದೆ. ಈ ರೈಲು 16 ಬೋಗಿಗಳನ್ನು ಒಳಗೊಂಡಿರುತ್ತದೆ. ರೈಲು ಸಂಖ್ಯೆ 06575 ಏಪ್ರಿಲ್ 12, 2025 ರಂದು ಎಸ್ಎಂವಿಟಿ ಬೆಂಗಳೂರಿನಿಂದ ರಾತ್ರಿ 10:00 ಗಂಟೆಗೆ ಹೊರಟು ಮರುದಿನ ಬೆಳಿಗ್ಗೆ 10:55ಕ್ಕೆ ಎರ್ನಾಕುಲಂ ತಲುಪಲಿದೆ. ರೈಲು ಸಂಖ್ಯೆ 06576 ಏಪ್ರಿಲ್ 14, 2025 ರಂದು ಮಧ್ಯಾಹ್ನ 12:50 ಗಂಟೆಗೆ ಎರ್ನಾಕುಲಂನಿಂದ ಹೊರಟು ಮರುದಿನ ಬೆಳಗ್ಗೆ 5:00 ಗಂಟೆಗೆ ಬೆಂಗಳೂರು ತಲುಪಲಿದೆ. ಪ್ರಯಾಣಿಕರು ಈ ವಿಶೇಷ ರೈಲುಗಳ ಸೇವೆಯನ್ನು ಸದುಪಯೋಗಪಡಿಸಿಕೊಳ್ಳಬೇಕು ಎಂದು ನೈಋತ್ಯ ರೈಲ್ವೆ ಪ್ರಕಟಣೆಯಲ್ಲಿ ತಿಳಿಸಿದೆ. — [553, 592, 683, 844]
headline-40-percent-commission: ಬಿಜೆಪಿ ಸರ್ಕಾರದ ವಿರುದ್ಧ 40% ಕಮಿಷನ್ ಆರೋಪ ತನಿಖೆಗೆ ಎಸ್‌ಐಟಿ ರಚಿಸಲು ಸಂಪುಟ ತೀರ್ಮಾನ — [60, 302, 232, 325]
article-body: ಪಟನಾ ಏ.11– ಬಿಹಾರದಲ್ಲಿ ಕಳೆದ 48 ಗಂಟೆಗಳಲ್ಲಿ ಸಿಡಿಲು ಬಡಿದು 60 ಜನರು ಸಾವನ್ನಪ್ಪಿದ್ದಾರೆ. ಮಳೆ, ಬಿರುಗಾಳಿ ಮತ್ತು ಆಲಿಕಲ್ಲು ಮಳೆಯಿಂದ ಬೆಳೆ ಹಾನಿಯಾಗಿದೆ. ನಳಂದಾ ಜಿಲ್ಲೆಯಲ್ಲಿ 22 ಮಂದಿ ಸಾವನ್ನಪ್ಪಿದ್ದಾರೆ. ಬೇಗುಸರಾಯ್, ದರ್ಭಾಂಗ, ಮಧುಬನಿ, ಸಮಸ್ತಿಪುರ ಜಿಲ್ಲೆಗಳಲ್ಲಿ ಸಾವುಗಳು ವರದಿಯಾಗಿವೆ. 1. ಗಯಾದಲ್ಲಿ 3, 2. ಜೆಹಾನಾಬಾದ್ 3, 3. ಅರವಾಲ್ 3, 4. ಸಮಸ್ತಿಪುರ 2, 5. ಮುಂಗೇರ್ 2. ರಾಜ್ಯ ವಿಪತ್ತು ನಿರ್ವಹಣಾ ಇಲಾಖೆಯ ಪ್ರಕಾರ 2019–20ರಲ್ಲಿ 253, 2020–21ರಲ್ಲಿ 459, 2021–22ರಲ್ಲಿ 280, 2022–23ರಲ್ಲಿ 400 ಜನರು ಸಿಡಿಲಿಗೆ ಬಲಿಯಾಗಿದ್ದರು. 2023–24ರಲ್ಲಿ 242 ಜನರು ಸಾವನ್ನಪ್ಪಿದ್ದಾರೆ. ಮೃತರ ಕುಟುಂಬಗಳಿಗೆ ತಲಾ 4 ಲಕ್ಷ — [256, 1140, 386, 1266]
section-rule — [253, 856, 683, 857]
headline-guru-path: ಗುರುವಿನ ಸನ್ಮಾರ್ಗದಿಂದ ಬದುಕು ಬಂಗಾರ : ಚನ್ನಬಸವ ದೇವರು — [258, 282, 534, 298]
article-body: ಇಂಡಿ ಏ.11– ಮತಕ್ಷೇತ್ರ ಅಭಿವೃದ್ಧಿ ಕಾರ್ಯಗಳು ಹಿನ್ನಡೆಯಾಗಿವೆ. ಅಭಿವೃದ್ಧಿಗೆ ಅನುದಾನ ಇಲ್ಲ, ಮಾಜಿ ಶಾಸಕರ ಅವಧಿಯ ಅಭಿವೃದ್ಧಿ ಕಾಮಗಾರಿಗಳು ನಡೆಯುತ್ತಿಲ್ಲ ಎಂದು ಬಿಜೆಪಿ ಜಿಲ್ಲಾ ಪ್ರಧಾನ ಕಾರ್ಯದರ್ಶಿ ಬಿರಾದಾರ ಹೇಳಿದರು. ಪಟ್ಟಣದ ಬಸವೇಶ್ವರ ವೃತ್ತದಲ್ಲಿ ಕಾಂಗ್ರೆಸ್ ಆಡಳಿತ ವಿರುದ್ಧ ಪ್ರತಿಭಟನೆ ಮಾಡಲಾಯಿತು. — [60, 106, 170, 184]
footer-publisher: Hasiru kranti kannada daily is Printed, Published and owned by Sampatkumar Kalyanrao Muchalambi. Published from No.4589/A, 1st Floor, Opp. Jain Basti, Shetty Galli, Belagavi - 02. — [90, 1434, 784, 1443]
section-label-from-page-one: ಒಂದೇನೇ ಪುಟದಿಂದ — [60, 279, 244, 300]
registration-mark-icon — [490, 32, 504, 46]
color-swatches-icon — [30, 1428, 82, 1447]
page-number: 8 — [64, 32, 72, 48]
